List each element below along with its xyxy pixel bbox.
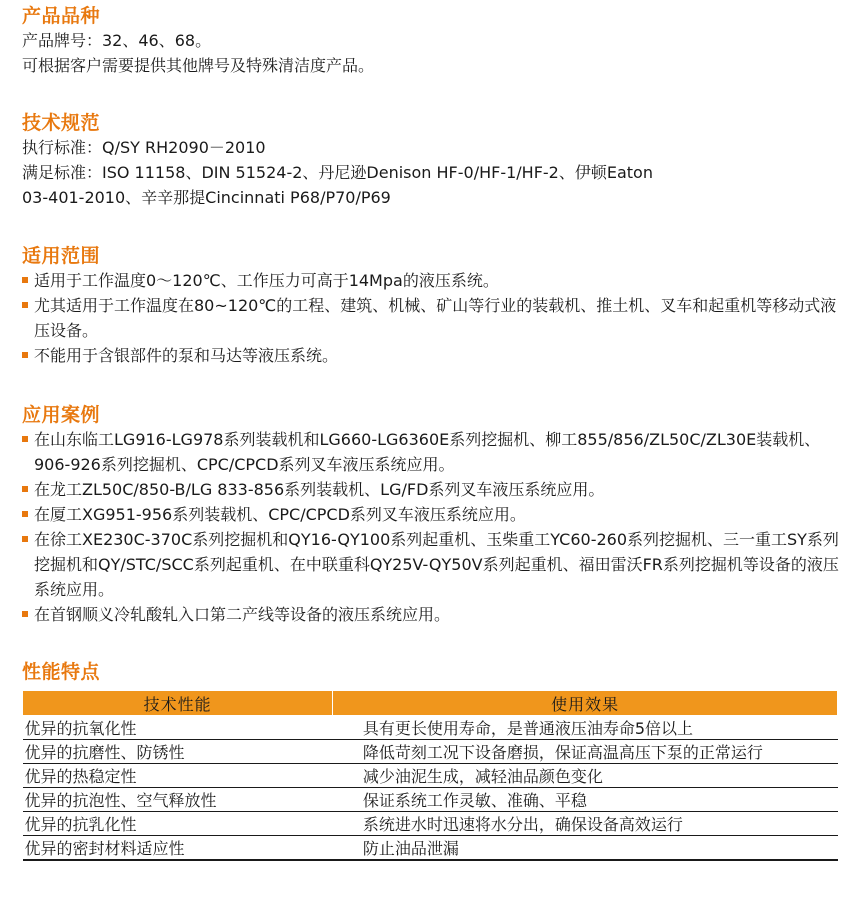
table-cell: 优异的抗乳化性 xyxy=(23,812,333,836)
list-item: 尤其适用于工作温度在80~120℃的工程、建筑、机械、矿山等行业的装载机、推土机、叉车和起重机等移动式液压设备。 xyxy=(22,293,841,343)
section-cases xyxy=(22,403,841,627)
specs-line: 执行标准：Q/SY RH2090－2010 xyxy=(22,138,266,157)
list-item: 在山东临工LG916-LG978系列装载机和LG660-LG6360E系列挖掘机、柳工855/856/ZL50C/ZL30E装载机、906-926系列挖掘机、CPC/CPCD系列叉车液压系统应用。 xyxy=(22,427,841,477)
list-item: 在首钢顺义冷轧酸轧入口第二产线等设备的液压系统应用。 xyxy=(22,602,841,627)
table-cell: 防止油品泄漏 xyxy=(333,836,838,861)
table-row xyxy=(23,740,838,764)
heading-cases: 应用案例 xyxy=(22,404,101,426)
cases-list xyxy=(22,427,841,627)
table-row xyxy=(23,812,838,836)
table-cell: 优异的密封材料适应性 xyxy=(23,836,333,861)
table-cell: 优异的抗氧化性 xyxy=(23,716,333,740)
list-item: 在龙工ZL50C/850-B/LG 833-856系列装载机、LG/FD系列叉车液压系统应用。 xyxy=(22,477,841,502)
table-cell: 具有更长使用寿命，是普通液压油寿命5倍以上 xyxy=(333,716,838,740)
list-item: 不能用于含银部件的泵和马达等液压系统。 xyxy=(22,343,841,368)
table-row xyxy=(23,788,838,812)
table-cell: 减少油泥生成，减轻油品颜色变化 xyxy=(333,764,838,788)
section-performance xyxy=(22,660,841,684)
table-cell: 优异的抗泡性、空气释放性 xyxy=(23,788,333,812)
table-cell: 保证系统工作灵敏、准确、平稳 xyxy=(333,788,838,812)
table-header-row xyxy=(23,691,838,716)
table-cell: 降低苛刻工况下设备磨损，保证高温高压下泵的正常运行 xyxy=(333,740,838,764)
table-row xyxy=(23,716,838,740)
specs-line: 03-401-2010、辛辛那提Cincinnati P68/P70/P69 xyxy=(22,188,391,207)
heading-performance: 性能特点 xyxy=(22,661,101,683)
performance-table xyxy=(22,690,838,861)
scope-list xyxy=(22,268,841,368)
table-row xyxy=(23,764,838,788)
varieties-line: 可根据客户需要提供其他牌号及特殊清洁度产品。 xyxy=(22,56,375,75)
heading-scope: 适用范围 xyxy=(22,245,101,267)
list-item: 在厦工XG951-956系列装载机、CPC/CPCD系列叉车液压系统应用。 xyxy=(22,502,841,527)
table-row xyxy=(23,836,838,861)
column-header: 技术性能 xyxy=(23,691,333,716)
varieties-line: 产品牌号：32、46、68。 xyxy=(22,31,212,50)
section-varieties xyxy=(22,4,841,78)
table-cell: 优异的热稳定性 xyxy=(23,764,333,788)
section-scope xyxy=(22,244,841,368)
table-cell: 优异的抗磨性、防锈性 xyxy=(23,740,333,764)
list-item: 适用于工作温度0～120℃、工作压力可高于14Mpa的液压系统。 xyxy=(22,268,841,293)
heading-varieties: 产品品种 xyxy=(22,5,101,27)
table-cell: 系统进水时迅速将水分出，确保设备高效运行 xyxy=(333,812,838,836)
column-header: 使用效果 xyxy=(333,691,838,716)
heading-specs: 技术规范 xyxy=(22,112,101,134)
list-item: 在徐工XE230C-370C系列挖掘机和QY16-QY100系列起重机、玉柴重工YC60-260系列挖掘机、三一重工SY系列挖掘机和QY/STC/SCC系列起重机、在中联重科QY25V-QY50V系列起重机、福田雷沃FR系列挖掘机等设备的液压系统应用。 xyxy=(22,527,841,602)
section-specs xyxy=(22,111,841,210)
specs-line: 满足标准：ISO 11158、DIN 51524-2、丹尼逊Denison HF-0/HF-1/HF-2、伊顿Eaton xyxy=(22,163,653,182)
